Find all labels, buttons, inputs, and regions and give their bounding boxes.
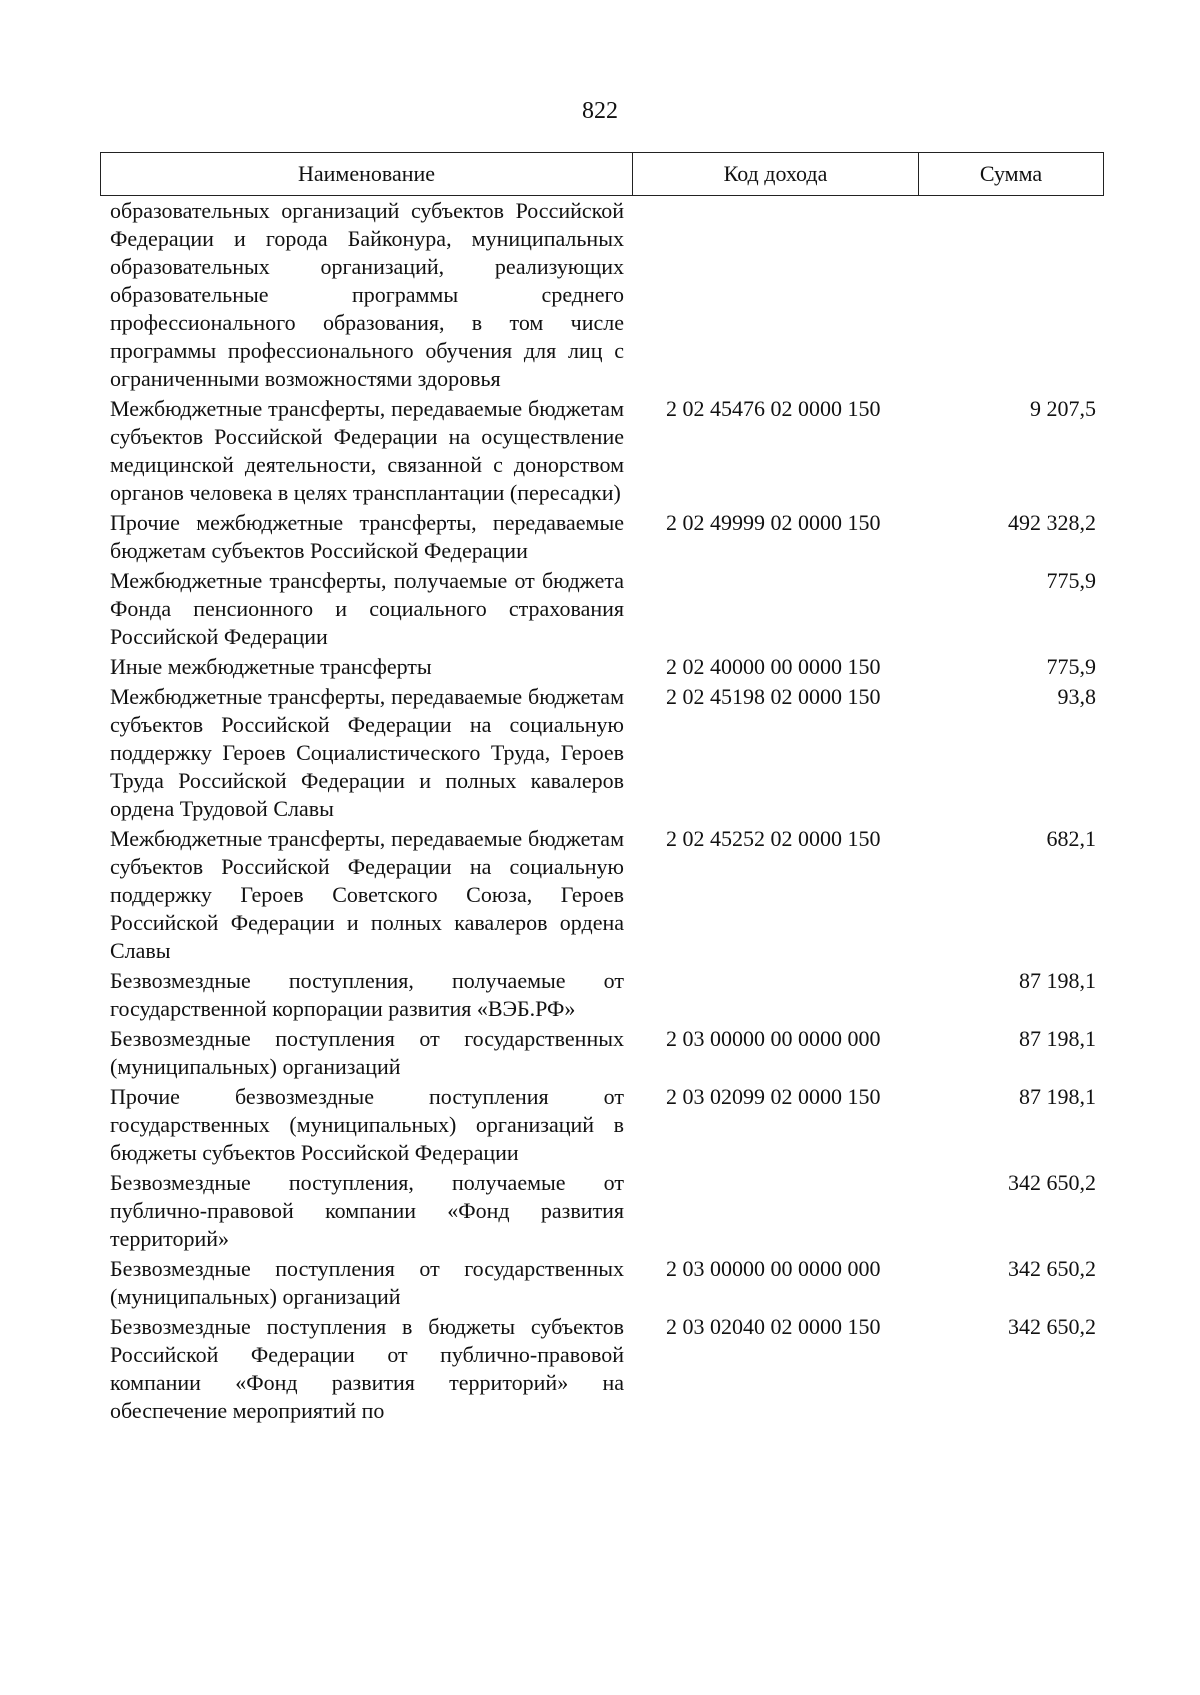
row-income-code: 2 03 02040 02 0000 150: [666, 1314, 881, 1339]
row-name: Безвозмездные поступления в бюджеты субъектов Российской Федерации от публично-правовой компании «Фонд развития территорий» на обеспечение мероприятий по: [110, 1314, 624, 1423]
row-sum: 342 650,2: [1008, 1170, 1096, 1195]
row-name: Иные межбюджетные трансферты: [110, 654, 432, 679]
row-name: Межбюджетные трансферты, передаваемые бюджетам субъектов Российской Федерации на осуществление медицинской деятельности, связанной с донорством органов человека в целях трансплантации (пересадки): [110, 396, 624, 505]
row-sum: 775,9: [1046, 568, 1096, 593]
row-name: Безвозмездные поступления, получаемые от государственной корпорации развития «ВЭБ.РФ»: [110, 968, 624, 1021]
table-row: [110, 653, 1100, 681]
row-income-code: 2 02 45252 02 0000 150: [666, 826, 881, 851]
table-row: [110, 967, 1100, 1023]
table-row: [110, 197, 1100, 393]
table-row: [110, 1313, 1100, 1425]
table-row: [110, 683, 1100, 823]
row-sum: 342 650,2: [1008, 1256, 1096, 1281]
row-sum: 9 207,5: [1030, 396, 1096, 421]
row-income-code: 2 03 00000 00 0000 000: [666, 1026, 881, 1051]
header-income-code: Код дохода: [633, 153, 919, 195]
row-income-code: 2 02 45198 02 0000 150: [666, 684, 881, 709]
table-row: [110, 1083, 1100, 1167]
row-name: Прочие межбюджетные трансферты, передаваемые бюджетам субъектов Российской Федерации: [110, 510, 624, 563]
row-income-code: 2 02 45476 02 0000 150: [666, 396, 881, 421]
row-sum: 93,8: [1057, 684, 1096, 709]
row-name: образовательных организаций субъектов Российской Федерации и города Байконура, муниципальных образовательных организаций, реализующих образовательные программы среднего профессионального образования, в том числе программы профессионального обучения для лиц с ограниченными возможностями здоровья: [110, 198, 624, 391]
row-name: Межбюджетные трансферты, передаваемые бюджетам субъектов Российской Федерации на социальную поддержку Героев Советского Союза, Героев Российской Федерации и полных кавалеров ордена Славы: [110, 826, 624, 963]
row-income-code: 2 02 49999 02 0000 150: [666, 510, 881, 535]
row-sum: 492 328,2: [1008, 510, 1096, 535]
row-sum: 775,9: [1046, 654, 1096, 679]
row-name: Межбюджетные трансферты, передаваемые бюджетам субъектов Российской Федерации на социальную поддержку Героев Социалистического Труда, Героев Труда Российской Федерации и полных кавалеров ордена Трудовой Славы: [110, 684, 624, 821]
row-sum: 87 198,1: [1019, 1084, 1096, 1109]
table-row: [110, 1169, 1100, 1253]
row-income-code: 2 03 02099 02 0000 150: [666, 1084, 881, 1109]
row-sum: 342 650,2: [1008, 1314, 1096, 1339]
row-sum: 87 198,1: [1019, 968, 1096, 993]
table-row: [110, 509, 1100, 565]
row-income-code: 2 03 00000 00 0000 000: [666, 1256, 881, 1281]
header-sum: Сумма: [979, 161, 1043, 186]
table-body: [110, 197, 1100, 1427]
header-name: Наименование: [101, 153, 633, 195]
row-name: Безвозмездные поступления от государственных (муниципальных) организаций: [110, 1256, 624, 1309]
row-sum: 682,1: [1046, 826, 1096, 851]
row-income-code: 2 02 40000 00 0000 150: [666, 654, 881, 679]
row-name: Безвозмездные поступления, получаемые от публично-правовой компании «Фонд развития территорий»: [110, 1170, 624, 1251]
table-row: [110, 825, 1100, 965]
table-row: [110, 567, 1100, 651]
row-sum: 87 198,1: [1019, 1026, 1096, 1051]
table-header: [100, 152, 1104, 196]
table-row: [110, 395, 1100, 507]
table-row: [110, 1025, 1100, 1081]
row-name: Безвозмездные поступления от государственных (муниципальных) организаций: [110, 1026, 624, 1079]
table-row: [110, 1255, 1100, 1311]
row-name: Межбюджетные трансферты, получаемые от бюджета Фонда пенсионного и социального страхования Российской Федерации: [110, 568, 624, 649]
page-number: 822: [582, 98, 618, 124]
row-name: Прочие безвозмездные поступления от государственных (муниципальных) организаций в бюджеты субъектов Российской Федерации: [110, 1084, 624, 1165]
